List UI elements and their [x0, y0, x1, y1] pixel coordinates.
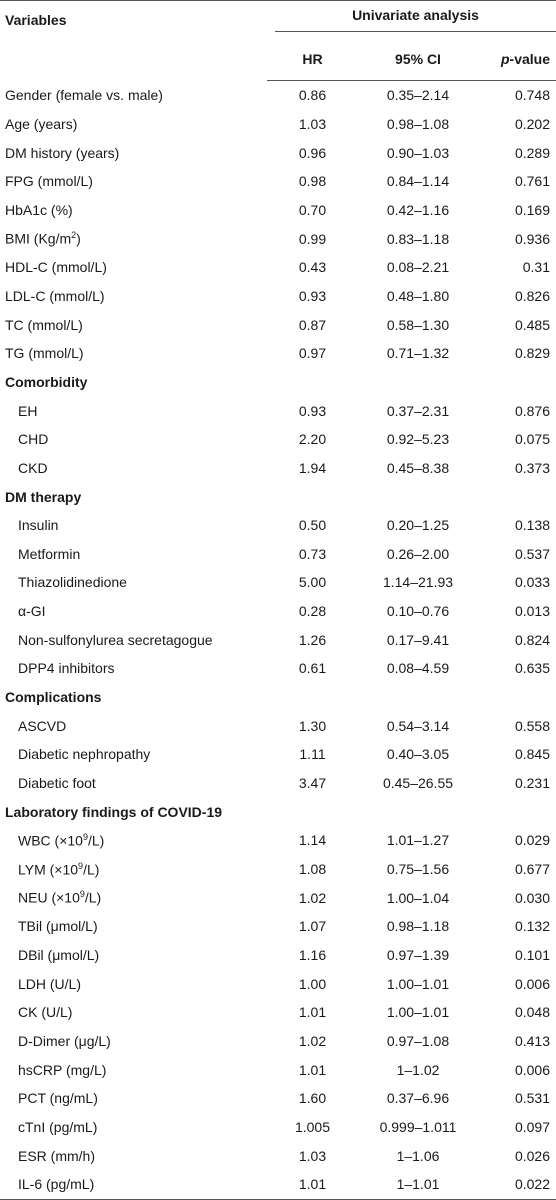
table-row — [0, 540, 556, 569]
hr-value: 1.02 — [298, 1032, 327, 1049]
p-value: 0.231 — [514, 775, 550, 792]
ci-value: 0.37–2.31 — [386, 402, 450, 419]
hr-value: 0.93 — [298, 287, 327, 304]
variable-label: CK (U/L) — [18, 1004, 73, 1021]
variable-label: LDH (U/L) — [18, 975, 82, 992]
hr-value: 1.16 — [298, 947, 327, 964]
p-value: 0.048 — [514, 1004, 550, 1021]
table-row — [0, 224, 556, 253]
p-value: 0.677 — [514, 861, 550, 878]
variable-label: IL-6 (pg/mL) — [0, 1170, 267, 1199]
hr-value: 1.08 — [298, 861, 327, 878]
variable-label: Insulin — [18, 517, 59, 534]
ci-value: 0.90–1.03 — [386, 144, 450, 161]
hr-value: 1.60 — [298, 1090, 327, 1107]
ci-value: 0.999–1.011 — [379, 1118, 457, 1135]
table-row — [0, 310, 556, 339]
ci-value: 0.83–1.18 — [386, 230, 450, 247]
ci-value: 1.00–1.01 — [386, 975, 450, 992]
p-value: 0.169 — [514, 201, 550, 218]
table-row — [0, 1113, 556, 1142]
ci-value: 0.45–26.55 — [382, 775, 454, 792]
table-row — [0, 1027, 556, 1056]
variable-label: cTnI (pg/mL) — [18, 1118, 98, 1135]
section-row — [0, 368, 556, 397]
hr-value: 0.98 — [298, 173, 327, 190]
hr-value: 1.01 — [267, 1170, 358, 1199]
variable-label: D-Dimer (μg/L) — [18, 1032, 111, 1049]
hr-value: 0.99 — [298, 230, 327, 247]
p-value: 0.132 — [514, 918, 550, 935]
variable-label: DBil (μmol/L) — [18, 947, 100, 964]
ci-value: 0.08–2.21 — [386, 259, 450, 276]
p-value: 0.876 — [514, 402, 550, 419]
variable-label: TC (mmol/L) — [5, 316, 83, 333]
table-row — [0, 1084, 556, 1113]
table-row — [0, 1141, 556, 1170]
table-row — [0, 855, 556, 884]
variable-label: hsCRP (mg/L) — [18, 1061, 107, 1078]
table-row — [0, 740, 556, 769]
table-row — [0, 511, 556, 540]
hr-value: 0.96 — [298, 144, 327, 161]
p-value: 0.138 — [514, 517, 550, 534]
variable-label: LDL-C (mmol/L) — [5, 287, 105, 304]
hr-value: 1.30 — [298, 717, 327, 734]
univariate-title: Univariate analysis — [275, 7, 556, 32]
label-text-suffix: /L) — [83, 861, 100, 878]
header-p-italic: p — [500, 50, 510, 67]
table-row — [0, 1170, 556, 1199]
ci-value: 0.84–1.14 — [386, 173, 450, 190]
ci-value: 1–1.02 — [396, 1061, 440, 1078]
variable-label — [0, 224, 267, 253]
hr-value: 0.73 — [298, 545, 327, 562]
hr-value: 0.28 — [298, 603, 327, 620]
p-value: 0.635 — [514, 660, 550, 677]
section-heading: Comorbidity — [5, 373, 88, 390]
hr-value: 1.94 — [298, 459, 327, 476]
variable-label: PCT (ng/mL) — [18, 1090, 98, 1107]
p-value: 0.075 — [514, 431, 550, 448]
table-row — [0, 654, 556, 683]
hr-value: 1.03 — [298, 1147, 327, 1164]
label-text-suffix: /L) — [87, 832, 105, 849]
hr-value: 1.01 — [298, 1061, 327, 1078]
ci-value: 1–1.06 — [396, 1147, 440, 1164]
table-row — [0, 998, 556, 1027]
label-text: WBC (×10 — [18, 832, 83, 849]
label-text-suffix: ) — [76, 230, 81, 247]
ci-value: 1.00–1.01 — [386, 1004, 450, 1021]
label-text: NEU (×10 — [18, 890, 80, 907]
table-row — [0, 769, 556, 798]
table-row — [0, 454, 556, 483]
table-header — [0, 1, 556, 81]
header-hr: HR — [267, 37, 358, 81]
header-variables: Variables — [0, 1, 267, 81]
p-value: 0.202 — [514, 115, 550, 132]
label-text-suffix: /L) — [84, 890, 102, 907]
section-heading: Laboratory findings of COVID-19 — [5, 803, 223, 820]
hr-value: 2.20 — [298, 431, 327, 448]
ci-value: 0.10–0.76 — [386, 603, 450, 620]
p-value: 0.31 — [522, 259, 550, 276]
hr-value: 1.26 — [298, 631, 327, 648]
ci-value: 0.08–4.59 — [386, 660, 450, 677]
hr-value: 0.87 — [298, 316, 327, 333]
variable-label: Thiazolidinedione — [18, 574, 127, 591]
variable-label: Age (years) — [5, 115, 78, 132]
p-value: 0.030 — [514, 889, 550, 906]
table-row — [0, 110, 556, 139]
table-row — [0, 167, 556, 196]
ci-value: 0.98–1.08 — [386, 115, 450, 132]
variable-label: FPG (mmol/L) — [5, 173, 93, 190]
hr-value: 1.11 — [299, 746, 326, 763]
label-superscript: 2 — [71, 230, 77, 241]
table-row — [0, 282, 556, 311]
ci-value: 0.97–1.39 — [386, 947, 450, 964]
hr-value: 0.50 — [298, 517, 327, 534]
variable-label: HDL-C (mmol/L) — [5, 259, 107, 276]
p-value: 0.097 — [514, 1118, 550, 1135]
hr-value: 1.005 — [294, 1118, 331, 1135]
header-ci: 95% CI — [358, 37, 478, 81]
hr-value: 1.01 — [298, 1004, 327, 1021]
p-value: 0.485 — [514, 316, 550, 333]
section-row — [0, 683, 556, 712]
ci-value: 0.26–2.00 — [386, 545, 450, 562]
table-row — [0, 625, 556, 654]
hr-value: 0.97 — [298, 345, 327, 362]
table-row — [0, 339, 556, 368]
variable-label: HbA1c (%) — [5, 201, 73, 218]
ci-value: 0.71–1.32 — [386, 345, 450, 362]
ci-value: 0.54–3.14 — [386, 717, 450, 734]
section-row — [0, 797, 556, 826]
p-value: 0.373 — [514, 459, 550, 476]
p-value: 0.033 — [514, 574, 550, 591]
table-row — [0, 826, 556, 855]
ci-value: 0.40–3.05 — [386, 746, 450, 763]
p-value: 0.537 — [514, 545, 550, 562]
ci-value: 0.97–1.08 — [386, 1032, 450, 1049]
p-value: 0.013 — [514, 603, 550, 620]
hr-value: 0.93 — [298, 402, 327, 419]
variable-label: TBil (μmol/L) — [18, 918, 98, 935]
p-value: 0.826 — [514, 287, 550, 304]
variable-label — [0, 855, 267, 884]
variable-label — [0, 883, 267, 912]
variable-label: EH — [18, 402, 38, 419]
p-value: 0.558 — [514, 717, 550, 734]
variable-label: TG (mmol/L) — [5, 345, 84, 362]
variable-label — [0, 826, 267, 855]
ci-value: 1.01–1.27 — [386, 832, 450, 849]
variable-label: CKD — [18, 459, 48, 476]
p-value: 0.413 — [514, 1032, 550, 1049]
header-univariate-analysis — [267, 1, 556, 38]
p-value: 0.761 — [514, 173, 550, 190]
p-value: 0.845 — [514, 746, 550, 763]
hr-value: 0.61 — [298, 660, 327, 677]
variable-label: DPP4 inhibitors — [18, 660, 115, 677]
hr-value: 0.70 — [298, 201, 327, 218]
label-superscript: 9 — [82, 832, 88, 843]
table-row — [0, 568, 556, 597]
table-row — [0, 597, 556, 626]
table-row — [0, 969, 556, 998]
ci-value: 0.17–9.41 — [386, 631, 450, 648]
ci-value: 0.45–8.38 — [386, 459, 450, 476]
table-row — [0, 912, 556, 941]
p-value: 0.006 — [514, 975, 550, 992]
table-body — [0, 81, 556, 1200]
table-row — [0, 81, 556, 110]
ci-value: 1–1.01 — [358, 1170, 478, 1199]
label-superscript: 9 — [79, 889, 85, 900]
ci-value: 0.48–1.80 — [386, 287, 450, 304]
section-row — [0, 482, 556, 511]
header-p-rest: -value — [509, 50, 550, 67]
ci-value: 0.92–5.23 — [386, 431, 450, 448]
variable-label: Gender (female vs. male) — [5, 87, 163, 104]
hr-value: 0.43 — [298, 259, 327, 276]
variable-label: α-GI — [18, 603, 46, 620]
variable-label: ASCVD — [18, 717, 67, 734]
hr-value: 1.03 — [298, 115, 327, 132]
ci-value: 0.20–1.25 — [386, 517, 450, 534]
table-row — [0, 425, 556, 454]
ci-value: 0.37–6.96 — [386, 1090, 450, 1107]
table-row — [0, 138, 556, 167]
variable-label: CHD — [18, 431, 49, 448]
p-value: 0.936 — [514, 230, 550, 247]
p-value: 0.101 — [514, 947, 550, 964]
label-text: LYM (×10 — [18, 861, 79, 878]
hr-value: 0.86 — [298, 87, 327, 104]
table-row — [0, 883, 556, 912]
variable-label: Diabetic nephropathy — [18, 746, 151, 763]
hr-value: 1.07 — [298, 918, 327, 935]
p-value: 0.029 — [514, 832, 550, 849]
table-row — [0, 941, 556, 970]
table-row — [0, 711, 556, 740]
ci-value: 0.75–1.56 — [386, 861, 450, 878]
section-heading: Complications — [5, 689, 102, 706]
table-row — [0, 396, 556, 425]
p-value: 0.748 — [514, 87, 550, 104]
label-text: BMI (Kg/m — [5, 230, 72, 247]
table-row — [0, 1055, 556, 1084]
hr-value: 5.00 — [298, 574, 327, 591]
hr-value: 1.02 — [298, 889, 327, 906]
variable-label: Diabetic foot — [18, 775, 96, 792]
hr-value: 1.14 — [298, 832, 327, 849]
p-value: 0.006 — [514, 1061, 550, 1078]
variable-label: DM history (years) — [5, 144, 120, 161]
ci-value: 0.58–1.30 — [386, 316, 450, 333]
label-superscript: 9 — [78, 860, 84, 871]
table-row — [0, 196, 556, 225]
p-value: 0.531 — [514, 1090, 550, 1107]
ci-value: 0.42–1.16 — [386, 201, 450, 218]
ci-value: 1.14–21.93 — [382, 574, 454, 591]
p-value: 0.026 — [514, 1147, 550, 1164]
ci-value: 0.98–1.18 — [386, 918, 450, 935]
hr-value: 3.47 — [298, 775, 327, 792]
p-value: 0.289 — [514, 144, 550, 161]
p-value: 0.824 — [514, 631, 550, 648]
header-p-value — [478, 37, 556, 81]
variable-label: Non-sulfonylurea secretagogue — [18, 631, 213, 648]
section-heading: DM therapy — [5, 488, 82, 505]
table-row — [0, 253, 556, 282]
variable-label: ESR (mm/h) — [18, 1147, 95, 1164]
ci-value: 1.00–1.04 — [386, 889, 450, 906]
ci-value: 0.35–2.14 — [386, 87, 450, 104]
variable-label: Metformin — [18, 545, 81, 562]
p-value: 0.022 — [478, 1170, 556, 1199]
p-value: 0.829 — [514, 345, 550, 362]
hr-value: 1.00 — [298, 975, 327, 992]
